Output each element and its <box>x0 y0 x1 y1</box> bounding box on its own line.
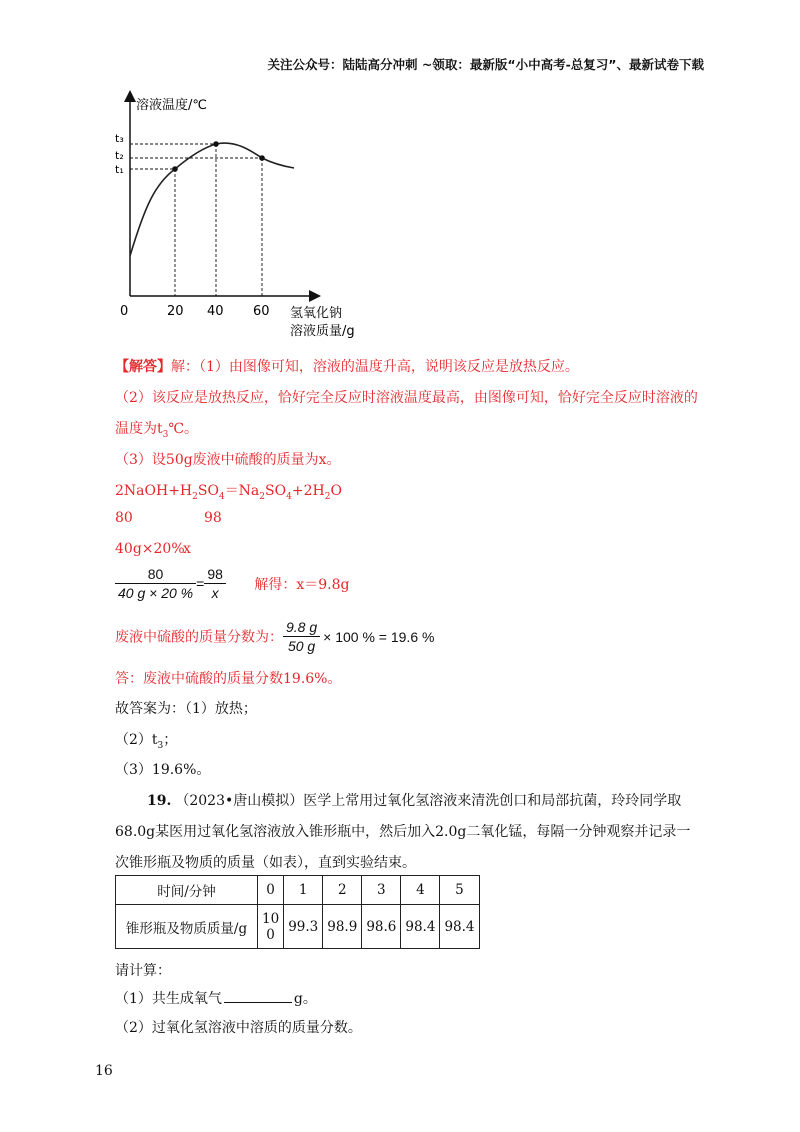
solve-result: 解得：x＝9.8g <box>254 576 350 593</box>
temperature-chart <box>110 88 380 340</box>
table-cell: 1 <box>284 876 323 905</box>
fraction-mass: $\frac{9.8 g}{50 g}$ <box>283 619 320 654</box>
y-axis-label: 溶液温度/℃ <box>136 98 207 113</box>
molar-mass-80: 80 <box>115 510 133 526</box>
tick-t3: t₃ <box>115 132 124 145</box>
question-number: 19. <box>147 793 172 809</box>
solution-label: 【解答】 <box>115 359 171 375</box>
tick-t1: t₁ <box>115 163 124 176</box>
point-t1 <box>172 166 178 172</box>
data-table <box>115 875 480 949</box>
solution-line-1: 【解答】解：（1）由图像可知，溶液的温度升高，说明该反应是放热反应。 <box>115 359 579 375</box>
solution-line-4: （3）设50g废液中硫酸的质量为x。 <box>115 452 341 468</box>
answer-title: 故答案为：（1）放热； <box>115 701 257 717</box>
proportion-equation: $\frac{80}{40 g \times 20 \%}$ = $\frac{98}{x}$ 解得：x＝9.8g <box>115 566 349 601</box>
answer-2: $(2)t_3$； <box>115 732 178 751</box>
tick-0: 0 <box>120 304 129 319</box>
tick-20: 20 <box>167 304 184 319</box>
table-cell: 5 <box>440 876 479 905</box>
task-2: （2）过氧化氢溶液中溶质的质量分数。 <box>115 1020 362 1036</box>
tasks-intro: 请计算： <box>115 963 171 979</box>
question-line-2: 68.0g某医用过氧化氢溶液放入锥形瓶中，然后加入2.0g二氧化锰，每隔一分钟观察并记录一 <box>115 824 691 840</box>
table-cell: 2 <box>323 876 362 905</box>
answer-blank[interactable] <box>224 1002 292 1003</box>
table-cell: 0 <box>258 876 284 905</box>
fraction-98: $\frac{98}{x}$ <box>204 566 226 601</box>
table-cell: 98.9 <box>323 905 362 949</box>
chemical-equation: $2NaOH+H_2SO_4=Na_2SO_4+2H_2O$ <box>115 483 342 502</box>
molar-mass-98: 98 <box>204 510 222 526</box>
table-cell: 3 <box>362 876 401 905</box>
table-cell: 98.4 <box>401 905 440 949</box>
table-header-time: 时间/分钟 <box>116 876 258 905</box>
mass-fraction-line: 废液中硫酸的质量分数为： $\frac{9.8 g}{50 g}$ × 100 % = 19.6 % <box>115 619 435 654</box>
x-axis-label-2: 溶液质量/g <box>290 324 355 339</box>
point-t2 <box>259 155 265 161</box>
question-line-3: 次锥形瓶及物质的质量（如表），直到实验结束。 <box>115 855 416 871</box>
fraction-80: $\frac{80}{40 g \times 20 \%}$ <box>115 566 196 601</box>
x-axis-label-1: 氢氧化钠 <box>290 306 343 321</box>
given-mass: 40g×20% <box>115 541 185 557</box>
table-cell: 98.4 <box>440 905 479 949</box>
page-number: 16 <box>95 1063 113 1079</box>
solution-line-2: （2）该反应是放热反应，恰好完全反应时溶液温度最高，由图像可知，恰好完全反应时溶液的 <box>115 390 698 406</box>
table-cell: 98.6 <box>362 905 401 949</box>
table-row <box>116 876 480 905</box>
table-cell: 10 0 <box>258 905 284 949</box>
solution-line-3: 温度为$t_3℃$。 <box>115 421 199 440</box>
table-row <box>116 905 480 949</box>
given-x: x <box>183 541 191 557</box>
table-cell: 4 <box>401 876 440 905</box>
tick-60: 60 <box>253 304 270 319</box>
temperature-curve <box>130 143 294 256</box>
table-cell: 99.3 <box>284 905 323 949</box>
answer-3: （3）19.6%。 <box>115 762 211 778</box>
tick-t2: t₂ <box>115 149 124 162</box>
task-1: （1）共生成氧气 g。 <box>115 991 317 1007</box>
solution-answer: 答：废液中硫酸的质量分数19.6%。 <box>115 671 342 687</box>
tick-40: 40 <box>207 304 224 319</box>
page-header: 关注公众号：陆陆高分冲刺 ~领取：最新版“小中高考-总复习”、最新试卷下载 <box>267 57 704 72</box>
table-header-mass: 锥形瓶及物质质量/g <box>116 905 258 949</box>
point-t3 <box>213 141 219 147</box>
question-line-1: 19. （2023•唐山模拟）医学上常用过氧化氢溶液来清洗创口和局部抗菌，玲玲同学取 <box>147 793 682 809</box>
